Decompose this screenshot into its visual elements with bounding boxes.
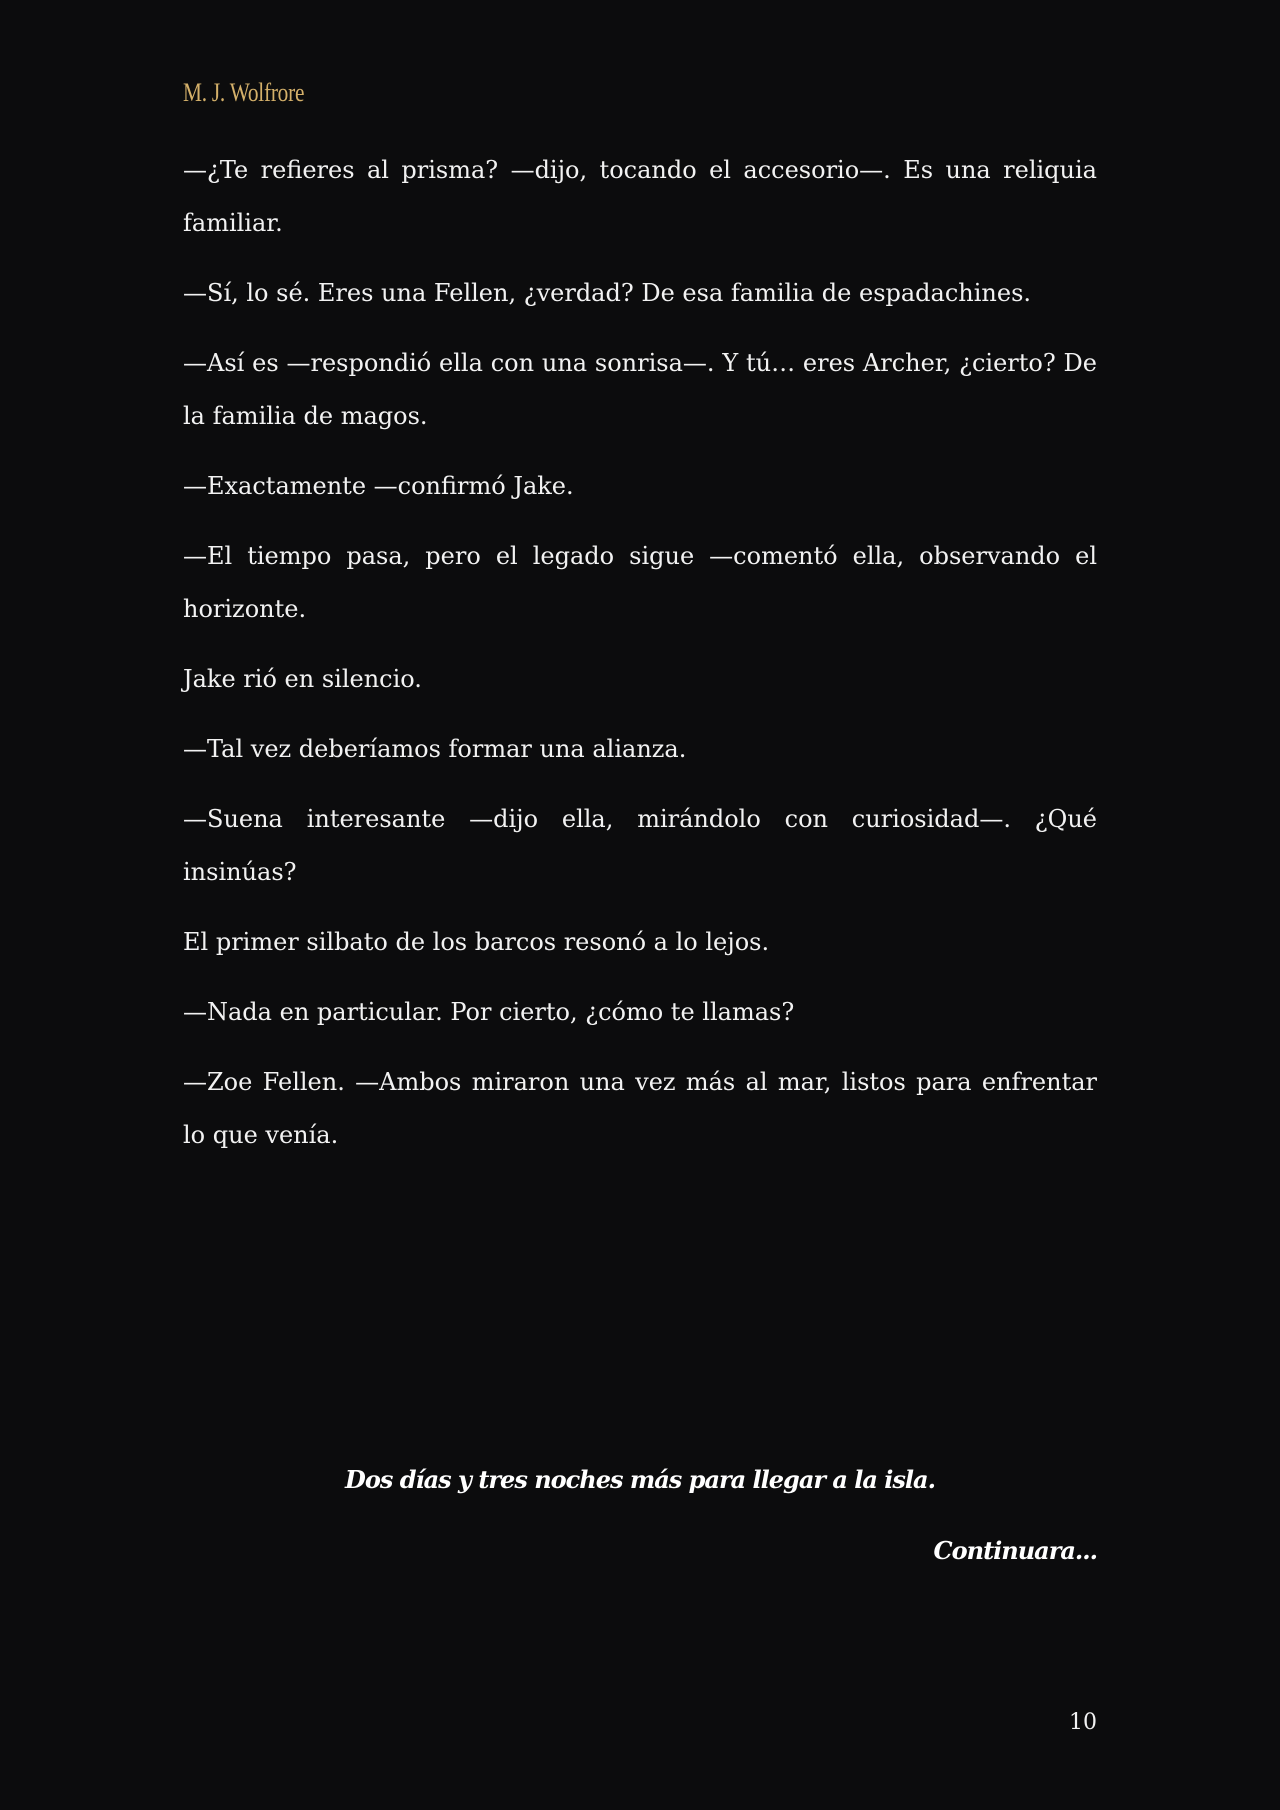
- paragraph: El primer silbato de los barcos resonó a lo lejos.: [183, 928, 770, 956]
- paragraph: —Así es —respondió ella con una sonrisa—. Y tú… eres Archer, ¿cierto? De la familia de magos.: [183, 349, 1097, 430]
- paragraph: —¿Te refieres al prisma? —dijo, tocando el accesorio—. Es una reliquia familiar.: [183, 156, 1097, 237]
- continued-label: Continuara...: [933, 1536, 1097, 1565]
- paragraph: —Zoe Fellen. —Ambos miraron una vez más al mar, listos para enfrentar lo que venía.: [183, 1068, 1097, 1149]
- paragraph: —El tiempo pasa, pero el legado sigue —comentó ella, observando el horizonte.: [183, 542, 1097, 623]
- paragraph: —Nada en particular. Por cierto, ¿cómo te llamas?: [183, 998, 795, 1026]
- paragraph: —Tal vez deberíamos formar una alianza.: [183, 735, 687, 763]
- closing-line: Dos días y tres noches más para llegar a la isla.: [345, 1465, 935, 1494]
- text-body: [183, 144, 1097, 1179]
- paragraph: —Sí, lo sé. Eres una Fellen, ¿verdad? De esa familia de espadachines.: [183, 279, 1032, 307]
- author-header: M. J. Wolfrore: [183, 78, 305, 107]
- paragraph: —Suena interesante —dijo ella, mirándolo con curiosidad—. ¿Qué insinúas?: [183, 805, 1097, 886]
- page-number: 10: [1069, 1710, 1097, 1735]
- paragraph: —Exactamente —confirmó Jake.: [183, 472, 574, 500]
- paragraph: Jake rió en silencio.: [183, 665, 422, 693]
